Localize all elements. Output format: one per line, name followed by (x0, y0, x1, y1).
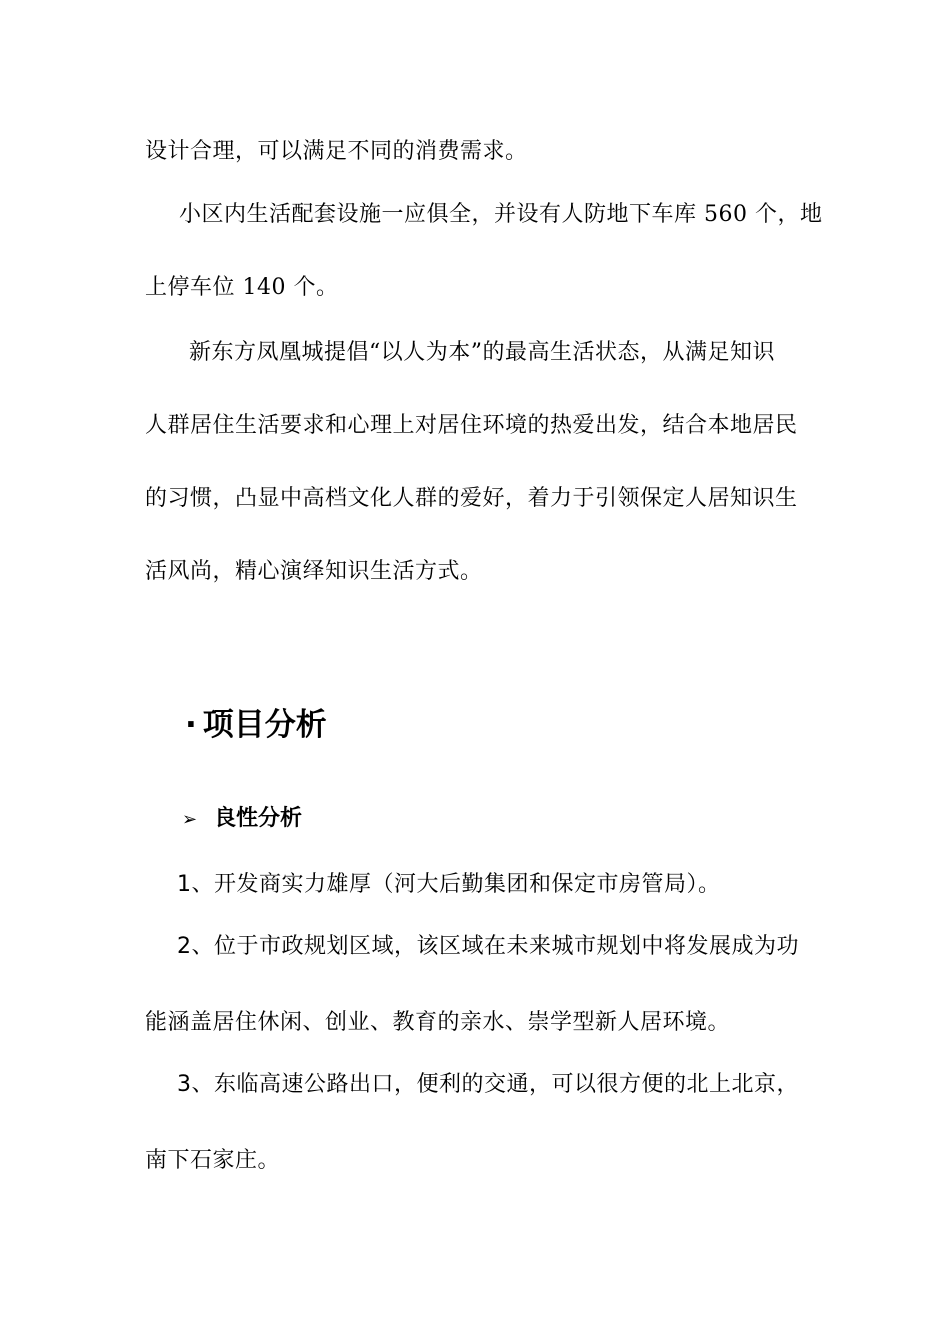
arrow-bullet-icon: ➢ (182, 809, 198, 830)
list-item: 1、开发商实力雄厚（河大后勤集团和保定市房管局）。 (177, 872, 721, 897)
section-title: 项目分析 (202, 707, 327, 743)
paragraph-line: 新东方凤凰城提倡“以人为本”的最高生活状态，从满足知识 (189, 340, 775, 365)
paragraph-line: 小区内生活配套设施一应俱全，并设有人防地下车库 560 个，地 (179, 202, 823, 227)
list-item: 3、东临高速公路出口，便利的交通，可以很方便的北上北京， (177, 1072, 799, 1097)
paragraph-line: 活风尚，精心演绎知识生活方式。 (145, 559, 483, 584)
paragraph-line: 上停车位 140 个。 (145, 275, 339, 300)
paragraph-line: 设计合理，可以满足不同的消费需求。 (145, 139, 528, 164)
subsection-title: 良性分析 (214, 806, 303, 831)
list-item-continuation: 能涵盖居住休闲、创业、教育的亲水、崇学型新人居环境。 (145, 1010, 731, 1035)
paragraph-line: 人群居住生活要求和心理上对居住环境的热爱出发，结合本地居民 (145, 413, 798, 438)
list-item-continuation: 南下石家庄。 (145, 1148, 281, 1173)
paragraph-line: 的习惯，凸显中高档文化人群的爱好，着力于引领保定人居知识生 (145, 486, 798, 511)
list-item: 2、位于市政规划区域，该区域在未来城市规划中将发展成为功 (177, 934, 799, 959)
section-heading (185, 703, 327, 747)
bullet-icon: · (185, 707, 197, 743)
subsection-heading (182, 803, 302, 836)
